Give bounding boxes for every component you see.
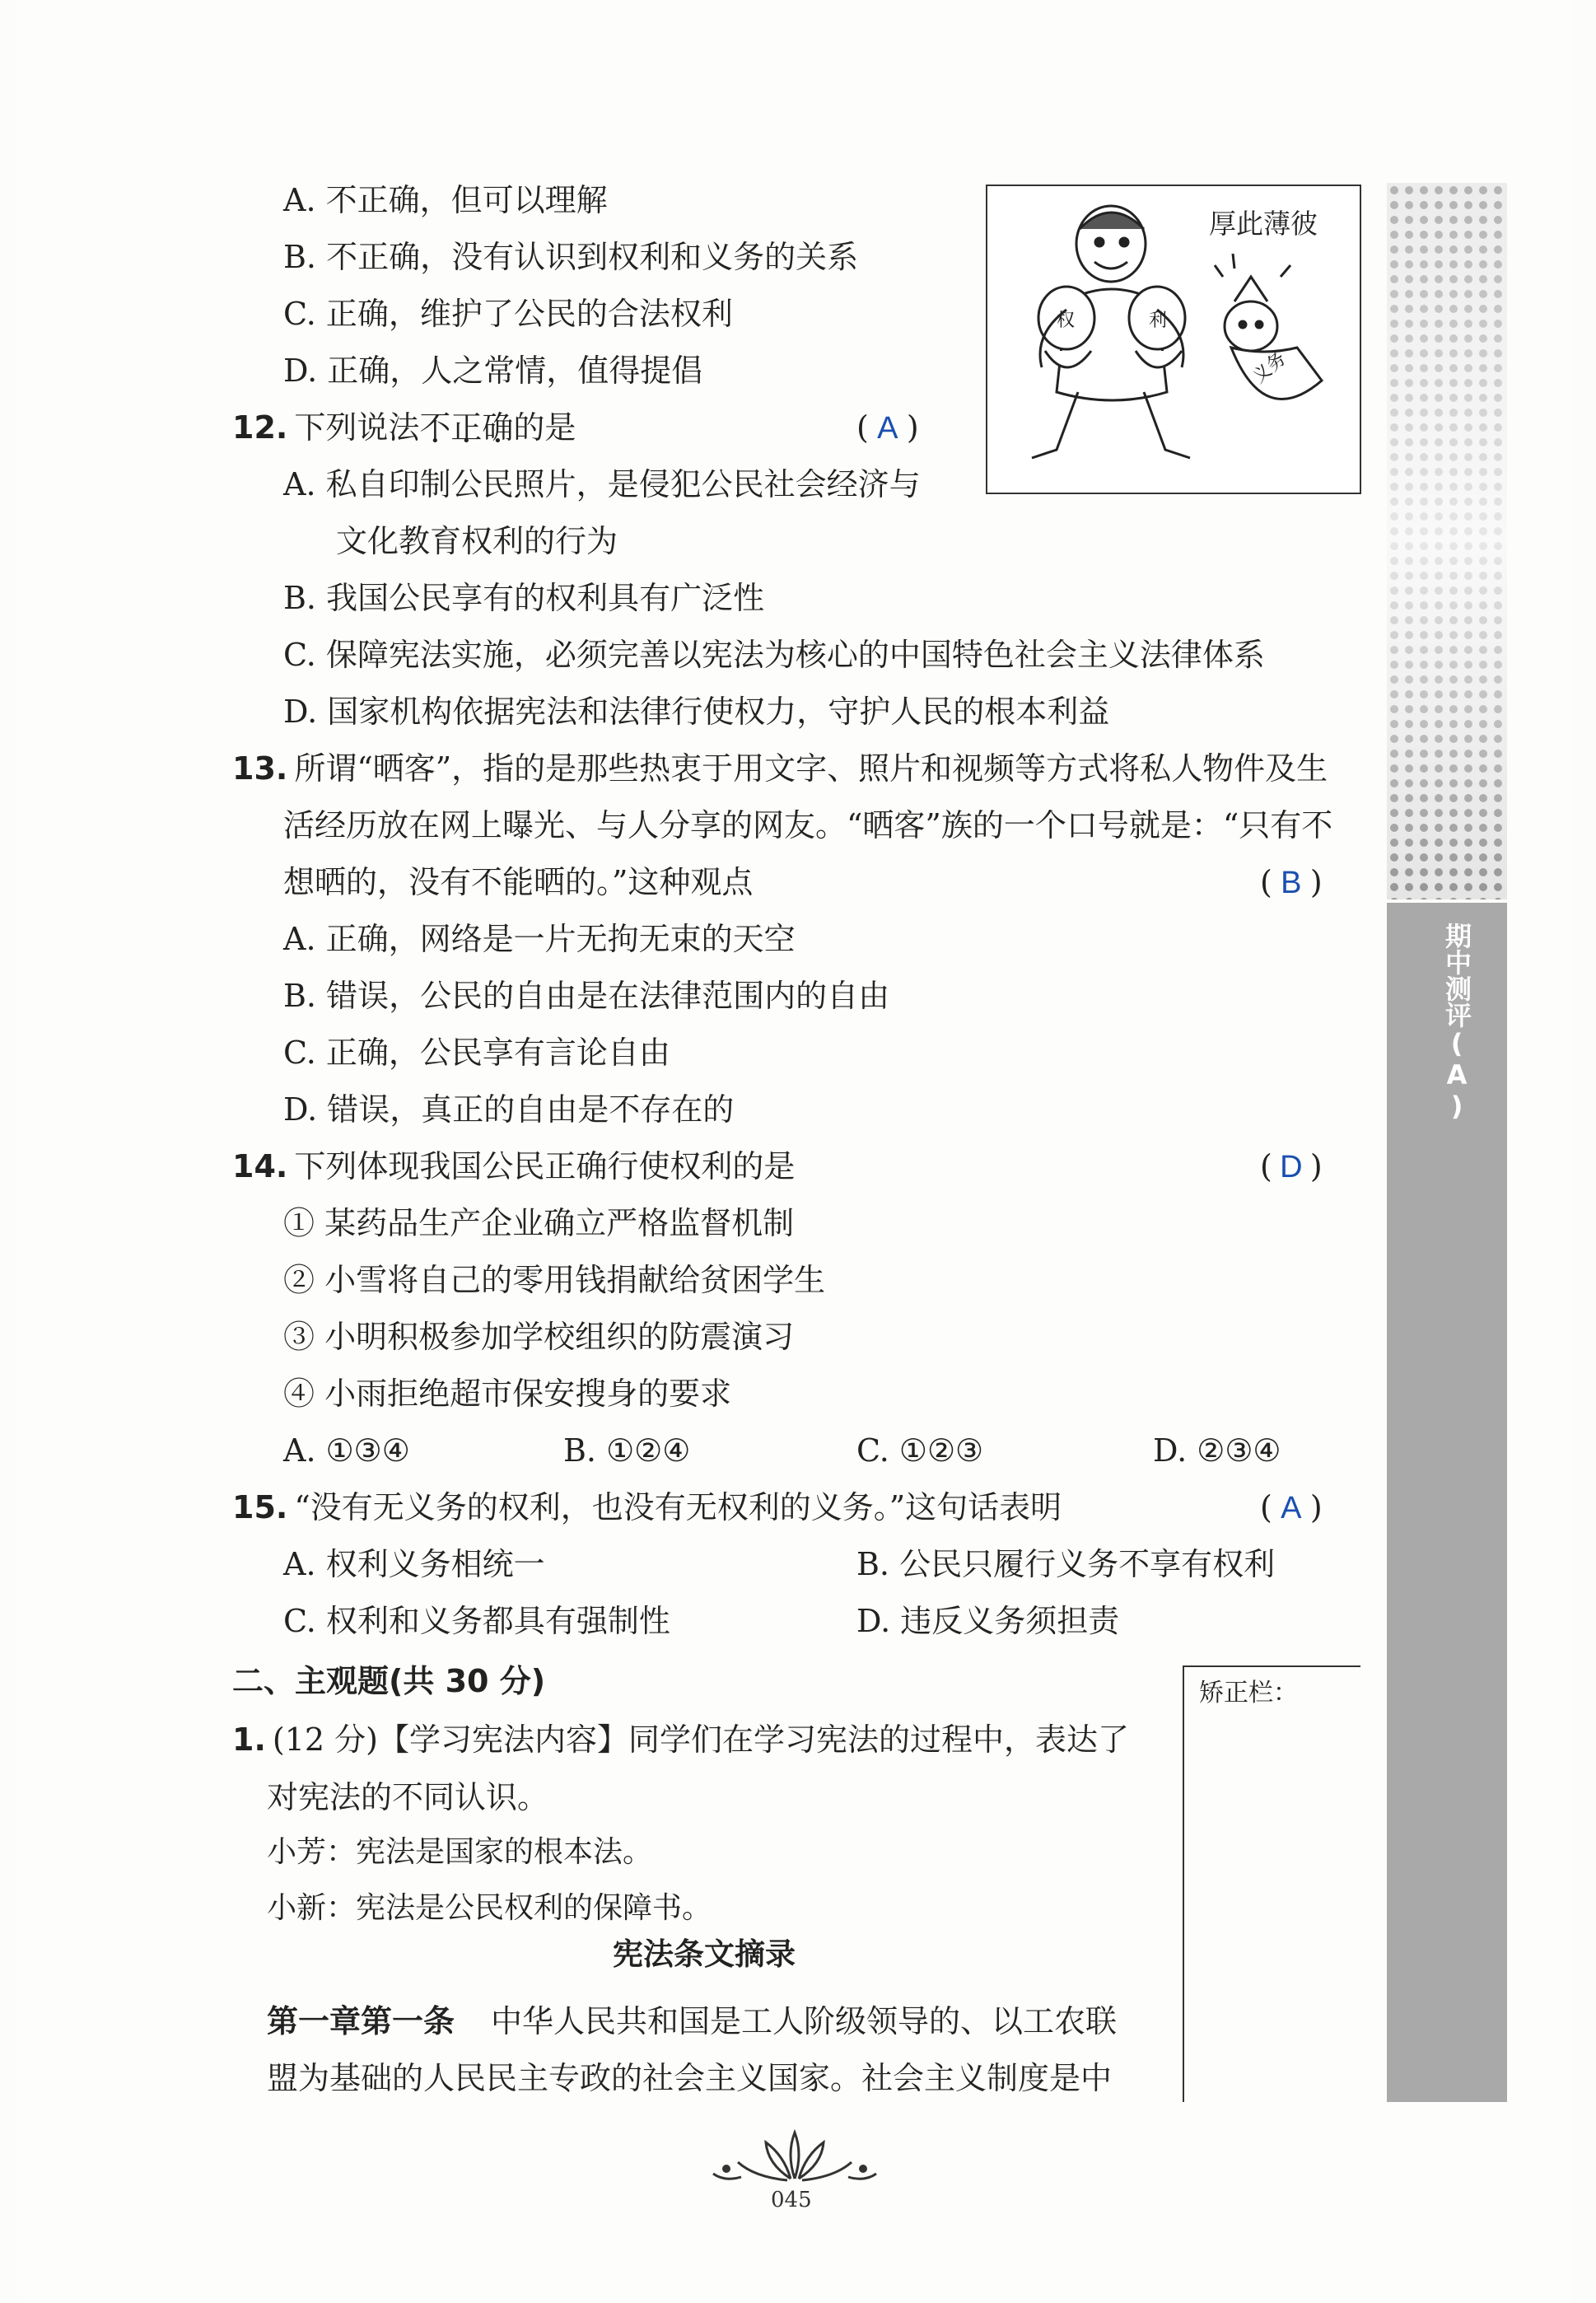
q14-answer-letter: D	[1280, 1150, 1303, 1184]
q12-option-a-cont: 文化教育权利的行为	[336, 523, 618, 559]
s2-q1-text1: (12 分)【学习宪法内容】同学们在学习宪法的过程中，表达了	[272, 1721, 1129, 1758]
q15-option-c: C. 权利和义务都具有强制性	[283, 1603, 670, 1639]
q13-option-b: B. 错误，公民的自由是在法律范围内的自由	[283, 978, 890, 1014]
q14-item-1: ① 某药品生产企业确立严格监督机制	[283, 1205, 795, 1241]
q14-stem	[232, 1146, 795, 1187]
cartoon-scroll-label: 义务	[1248, 348, 1290, 388]
q12-emph-3: 确	[482, 409, 514, 446]
excerpt-title: 宪法条文摘录	[613, 1936, 796, 1972]
q12-answer: ( A )	[856, 407, 919, 449]
q15-stem	[232, 1487, 1062, 1528]
q15-answer-letter: A	[1281, 1491, 1302, 1525]
correction-label: 矫正栏：	[1199, 1679, 1298, 1707]
q13-stem-text1: 所谓“晒客”，指的是那些热衷于用文字、照片和视频等方式将私人物件及生	[294, 750, 1328, 787]
q13-answer: ( B )	[1260, 862, 1323, 904]
q13-stem-line3: 想晒的，没有不能晒的。”这种观点	[283, 864, 754, 900]
q12-stem-post: 的是	[513, 409, 576, 446]
q12-emph-1: 不	[419, 409, 451, 446]
sidebar-halftone-pattern	[1387, 183, 1507, 899]
q12-number: 12.	[232, 409, 288, 446]
q15-answer: ( A )	[1260, 1487, 1323, 1529]
cartoon-caption: 厚此薄彼	[1209, 208, 1318, 240]
article-line2: 盟为基础的人民民主专政的社会主义国家。社会主义制度是中	[267, 2060, 1113, 2096]
q14-answer: ( D )	[1260, 1146, 1323, 1188]
q13-option-c: C. 正确，公民享有言论自由	[283, 1035, 670, 1071]
q12-option-a: A. 私自印制公民照片，是侵犯公民社会经济与	[283, 466, 921, 502]
q14-option-d: D. ②③④	[1153, 1432, 1281, 1469]
q14-number: 14.	[232, 1148, 288, 1184]
cartoon-baby2-label: 利	[1149, 311, 1168, 331]
q12-stem-pre: 下列说法	[294, 409, 420, 446]
q11-option-d: D. 正确，人之常情，值得提倡	[283, 353, 703, 389]
q15-option-a: A. 权利义务相统一	[283, 1546, 545, 1582]
article-label: 第一章第一条	[267, 2003, 455, 2039]
q15-stem-text: “没有无义务的权利，也没有无权利的义务。”这句话表明	[294, 1489, 1062, 1525]
s2-q1-line1	[232, 1719, 1129, 1760]
sidebar-separator	[1387, 899, 1507, 903]
q12-emph-2: 正	[450, 409, 483, 446]
flourish-ornament-icon	[708, 2129, 881, 2187]
q13-option-a: A. 正确，网络是一片无拘无束的天空	[283, 921, 796, 957]
q12-answer-letter: A	[877, 411, 898, 446]
q12-option-c: C. 保障宪法实施，必须完善以宪法为核心的中国特色社会主义法律体系	[283, 637, 1265, 673]
q13-stem-line1	[232, 748, 1328, 789]
q14-item-2: ② 小雪将自己的零用钱捐献给贫困学生	[283, 1262, 826, 1298]
xiaoxin-view: 小新：宪法是公民权利的保障书。	[267, 1891, 712, 1925]
q14-item-3: ③ 小明积极参加学校组织的防震演习	[283, 1319, 795, 1355]
q13-number: 13.	[232, 750, 288, 787]
q13-stem-line2: 活经历放在网上曝光、与人分享的网友。“晒客”族的一个口号就是：“只有不	[283, 807, 1333, 843]
q15-number: 15.	[232, 1489, 288, 1525]
q14-item-4: ④ 小雨拒绝超市保安搜身的要求	[283, 1376, 732, 1412]
q12-option-d: D. 国家机构依据宪法和法律行使权力，守护人民的根本利益	[283, 694, 1110, 730]
section-heading: 二、主观题(共 30 分)	[232, 1663, 546, 1699]
q12-option-b: B. 我国公民享有的权利具有广泛性	[283, 580, 765, 616]
q11-option-c: C. 正确，维护了公民的合法权利	[283, 296, 733, 332]
cartoon-baby1-label: 权	[1057, 311, 1076, 331]
xiaofang-view: 小芳：宪法是国家的根本法。	[267, 1835, 653, 1869]
q15-option-d: D. 违反义务须担责	[856, 1603, 1120, 1639]
q12-stem	[232, 407, 576, 448]
q11-option-a: A. 不正确，但可以理解	[283, 182, 608, 218]
q14-option-a: A. ①③④	[283, 1432, 410, 1469]
article-line1	[267, 2001, 1117, 2042]
q14-option-b: B. ①②④	[563, 1432, 691, 1469]
page-number: 045	[771, 2188, 812, 2212]
q11-option-b: B. 不正确，没有认识到权利和义务的关系	[283, 239, 859, 275]
article-text1: 中华人民共和国是工人阶级领导的、以工农联	[491, 2003, 1118, 2039]
s2-q1-number: 1.	[232, 1721, 266, 1758]
q15-option-b: B. 公民只履行义务不享有权利	[856, 1546, 1276, 1582]
q14-stem-text: 下列体现我国公民正确行使权利的是	[294, 1148, 796, 1184]
correction-column	[1183, 1665, 1360, 2102]
s2-q1-line2: 对宪法的不同认识。	[267, 1779, 549, 1815]
q13-option-d: D. 错误，真正的自由是不存在的	[283, 1091, 735, 1128]
sidebar-label: 期中测评(A)	[1441, 923, 1472, 1122]
q14-option-c: C. ①②③	[856, 1432, 984, 1469]
q13-answer-letter: B	[1281, 866, 1302, 900]
